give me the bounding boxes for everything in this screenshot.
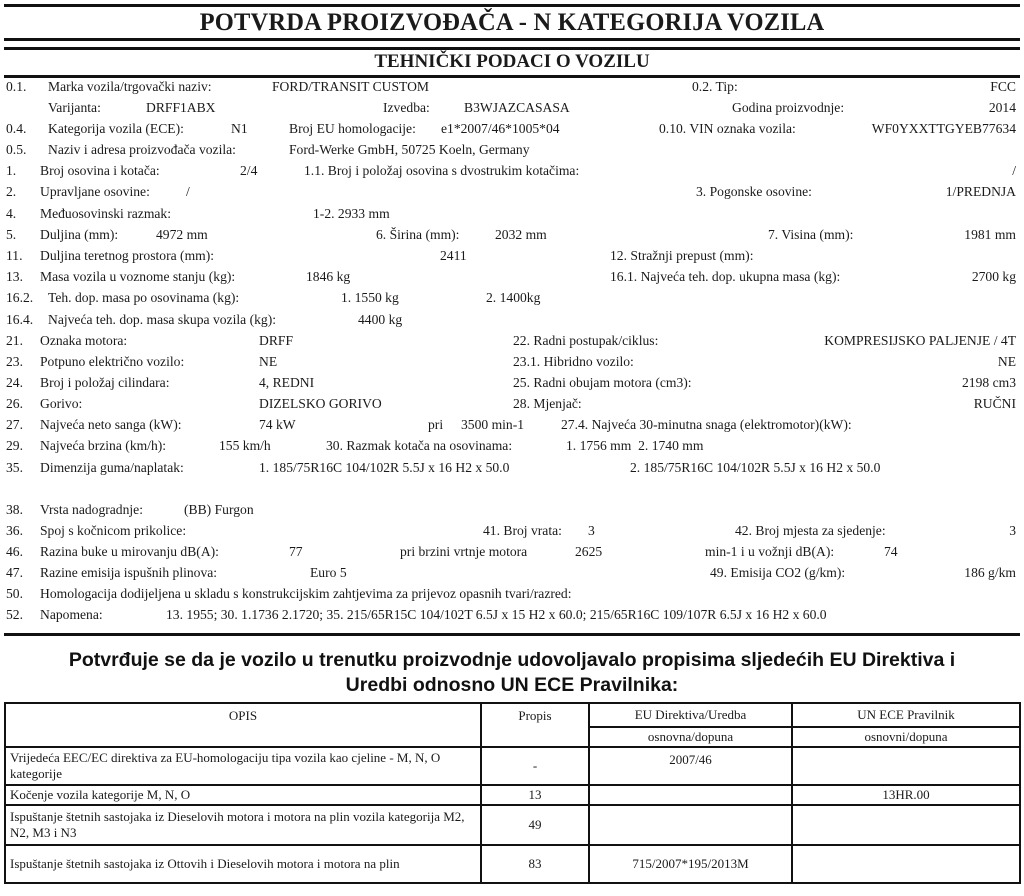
field-label: 42. Broj mjesta za sjedenje: bbox=[735, 523, 886, 538]
field-number: 21. bbox=[6, 333, 23, 348]
field-row bbox=[0, 607, 1024, 626]
field-label: 49. Emisija CO2 (g/km): bbox=[710, 565, 846, 580]
field-value: 155 km/h bbox=[219, 438, 271, 453]
field-value: FCC bbox=[990, 79, 1016, 94]
field-value: 2411 bbox=[440, 248, 467, 263]
field-number: 1. bbox=[6, 163, 17, 178]
column-header-eu: EU Direktiva/Uredba bbox=[589, 703, 792, 727]
cell-eu: 715/2007*195/2013M bbox=[589, 845, 792, 883]
field-value: KOMPRESIJSKO PALJENJE / 4T bbox=[824, 333, 1016, 348]
field-number: 29. bbox=[6, 438, 23, 453]
field-label: Broj osovina i kotača: bbox=[40, 163, 160, 178]
field-value: N1 bbox=[231, 121, 248, 136]
field-label: 23.1. Hibridno vozilo: bbox=[513, 354, 634, 369]
cell-opis: Kočenje vozila kategorije M, N, O bbox=[5, 785, 481, 805]
field-value: / bbox=[186, 184, 190, 199]
field-row bbox=[0, 206, 1024, 225]
field-value: DRFF1ABX bbox=[146, 100, 216, 115]
field-value: e1*2007/46*1005*04 bbox=[441, 121, 560, 136]
column-header-opis: OPIS bbox=[5, 703, 481, 747]
field-number: 0.4. bbox=[6, 121, 27, 136]
field-row bbox=[0, 184, 1024, 203]
field-number: 35. bbox=[6, 460, 23, 475]
field-label: 30. Razmak kotača na osovinama: bbox=[326, 438, 513, 453]
field-number: 26. bbox=[6, 396, 23, 411]
field-label: pri bbox=[428, 417, 444, 432]
field-value: 1846 kg bbox=[306, 269, 351, 284]
field-number: 2. bbox=[6, 184, 17, 199]
cell-eu bbox=[589, 805, 792, 845]
field-row bbox=[0, 121, 1024, 140]
field-row bbox=[0, 163, 1024, 182]
field-label: Najveća teh. dop. masa skupa vozila (kg): bbox=[48, 312, 276, 327]
field-value: 2/4 bbox=[240, 163, 258, 178]
field-label: Naziv i adresa proizvođača vozila: bbox=[48, 142, 236, 157]
cell-opis: Ispuštanje štetnih sastojaka iz Dieselovih motora i motora na plin vozila kategorija M2, N2, M3 i N3 bbox=[5, 805, 481, 845]
field-number: 16.4. bbox=[6, 312, 34, 327]
field-label: Varijanta: bbox=[48, 100, 101, 115]
field-number: 11. bbox=[6, 248, 23, 263]
confirmation-line: Potvrđuje se da je vozilo u trenutku proizvodnje udovoljavalo propisima sljedećih EU Direktiva i bbox=[68, 649, 956, 671]
cell-ece bbox=[792, 845, 1020, 883]
field-number: 24. bbox=[6, 375, 23, 390]
field-value: 3500 min-1 bbox=[461, 417, 525, 432]
field-row bbox=[0, 312, 1024, 331]
field-value: 3 bbox=[588, 523, 595, 538]
confirmation-line: Uredbi odnosno UN ECE Pravilnika: bbox=[345, 674, 679, 696]
field-number: 38. bbox=[6, 502, 23, 517]
field-label: 3. Pogonske osovine: bbox=[696, 184, 812, 199]
field-label: Upravljane osovine: bbox=[40, 184, 150, 199]
field-label: Izvedba: bbox=[383, 100, 430, 115]
field-value: 1. 1756 mm 2. 1740 mm bbox=[566, 438, 704, 453]
field-label: 0.2. Tip: bbox=[692, 79, 738, 94]
field-label: Najveća neto sanga (kW): bbox=[40, 417, 182, 432]
field-row bbox=[0, 396, 1024, 415]
field-label: Teh. dop. masa po osovinama (kg): bbox=[48, 290, 240, 305]
field-label: Razine emisija ispušnih plinova: bbox=[40, 565, 218, 580]
confirmation-heading bbox=[0, 648, 1024, 698]
field-label: Duljina teretnog prostora (mm): bbox=[40, 248, 215, 263]
rule-title-bottom bbox=[4, 38, 1020, 41]
field-value: 186 g/km bbox=[964, 565, 1016, 580]
document-title: POTVRDA PROIZVOĐAČA - N KATEGORIJA VOZILA bbox=[199, 9, 825, 36]
field-value: WF0YXXTTGYEB77634 bbox=[871, 121, 1016, 136]
field-number: 23. bbox=[6, 354, 23, 369]
table-header-row bbox=[5, 703, 1020, 727]
field-value: 2. 185/75R16C 104/102R 5.5J x 16 H2 x 50.0 bbox=[630, 460, 881, 475]
field-value: Euro 5 bbox=[310, 565, 347, 580]
field-label: Potpuno električno vozilo: bbox=[40, 354, 185, 369]
field-value: 13. 1955; 30. 1.1736 2.1720; 35. 215/65R15C 104/102T 6.5J x 15 H2 x 60.0; 215/65R16C 109/107R 6.5J x 16 H2 x 60.0 bbox=[166, 607, 827, 622]
cell-propis: 49 bbox=[481, 805, 589, 845]
field-value: 4972 mm bbox=[156, 227, 208, 242]
field-value: 2700 kg bbox=[971, 269, 1016, 284]
field-value: 4, REDNI bbox=[259, 375, 315, 390]
field-number: 47. bbox=[6, 565, 23, 580]
cell-eu: 2007/46 bbox=[589, 747, 792, 785]
field-label: Homologacija dodijeljena u skladu s konstrukcijskim zahtjevima za prijevoz opasnih tvari/razred: bbox=[40, 586, 572, 601]
field-row bbox=[0, 142, 1024, 161]
cell-opis: Vrijedeća EEC/EC direktiva za EU-homologaciju tipa vozila kao cjeline - M, N, O kategorije bbox=[5, 747, 481, 785]
cell-propis: 83 bbox=[481, 845, 589, 883]
rule-section-bottom bbox=[4, 633, 1020, 636]
field-label: pri brzini vrtnje motora bbox=[400, 544, 528, 559]
table-row bbox=[5, 805, 1020, 845]
field-label: 16.1. Najveća teh. dop. ukupna masa (kg): bbox=[610, 269, 841, 284]
field-row bbox=[0, 290, 1024, 309]
field-value: 1-2. 2933 mm bbox=[313, 206, 390, 221]
field-number: 13. bbox=[6, 269, 23, 284]
field-value: RUČNI bbox=[973, 396, 1016, 411]
field-label: Najveća brzina (km/h): bbox=[40, 438, 167, 453]
field-label: Broj i položaj cilindara: bbox=[40, 375, 170, 390]
field-value: 1981 mm bbox=[964, 227, 1016, 242]
field-label: min-1 i u vožnji dB(A): bbox=[705, 544, 835, 559]
column-header-propis: Propis bbox=[481, 703, 589, 747]
field-row bbox=[0, 333, 1024, 352]
field-value: (BB) Furgon bbox=[184, 502, 254, 517]
field-number: 0.1. bbox=[6, 79, 27, 94]
field-value: DRFF bbox=[259, 333, 294, 348]
field-row bbox=[0, 438, 1024, 457]
field-label: Napomena: bbox=[40, 607, 103, 622]
field-row bbox=[0, 100, 1024, 119]
field-value: 1/PREDNJA bbox=[945, 184, 1016, 199]
field-value: 1. 185/75R16C 104/102R 5.5J x 16 H2 x 50.0 bbox=[259, 460, 510, 475]
field-label: Razina buke u mirovanju dB(A): bbox=[40, 544, 219, 559]
column-header-ece: UN ECE Pravilnik bbox=[792, 703, 1020, 727]
field-row bbox=[0, 354, 1024, 373]
field-value: DIZELSKO GORIVO bbox=[259, 396, 382, 411]
field-label: 28. Mjenjač: bbox=[513, 396, 582, 411]
field-row bbox=[0, 523, 1024, 542]
field-value: 74 bbox=[884, 544, 898, 559]
cell-propis: - bbox=[481, 747, 589, 785]
field-value: 2625 bbox=[575, 544, 603, 559]
field-label: Duljina (mm): bbox=[40, 227, 119, 242]
field-label: 25. Radni obujam motora (cm3): bbox=[513, 375, 692, 390]
field-label: Spoj s kočnicom prikolice: bbox=[40, 523, 187, 538]
field-value: NE bbox=[997, 354, 1016, 369]
table-row bbox=[5, 845, 1020, 883]
field-number: 46. bbox=[6, 544, 23, 559]
table-row bbox=[5, 785, 1020, 805]
column-subheader-eu: osnovna/dopuna bbox=[589, 727, 792, 747]
field-value: Ford-Werke GmbH, 50725 Koeln, Germany bbox=[289, 142, 530, 157]
field-label: 7. Visina (mm): bbox=[768, 227, 854, 242]
field-value: 2. 1400kg bbox=[486, 290, 541, 305]
table-row bbox=[5, 747, 1020, 785]
rule-subtitle-top bbox=[4, 47, 1020, 50]
field-label: 6. Širina (mm): bbox=[376, 227, 460, 242]
cell-ece bbox=[792, 747, 1020, 785]
field-row bbox=[0, 586, 1024, 605]
field-number: 36. bbox=[6, 523, 23, 538]
field-number: 50. bbox=[6, 586, 23, 601]
field-row bbox=[0, 502, 1024, 521]
field-label: 27.4. Najveća 30-minutna snaga (elektromotor)(kW): bbox=[561, 417, 852, 432]
field-number: 16.2. bbox=[6, 290, 34, 305]
field-row bbox=[0, 375, 1024, 394]
field-label: Oznaka motora: bbox=[40, 333, 128, 348]
field-label: Broj EU homologacije: bbox=[289, 121, 416, 136]
column-subheader-ece: osnovni/dopuna bbox=[792, 727, 1020, 747]
field-row bbox=[0, 227, 1024, 246]
field-row bbox=[0, 460, 1024, 479]
rule-top bbox=[4, 4, 1020, 7]
field-label: 41. Broj vrata: bbox=[483, 523, 562, 538]
field-value: B3WJAZCASASA bbox=[464, 100, 570, 115]
regulations-table bbox=[4, 702, 1021, 884]
field-label: Vrsta nadogradnje: bbox=[40, 502, 143, 517]
cell-ece: 13HR.00 bbox=[792, 785, 1020, 805]
field-number: 27. bbox=[6, 417, 23, 432]
field-label: Međuosovinski razmak: bbox=[40, 206, 172, 221]
field-label: Godina proizvodnje: bbox=[732, 100, 845, 115]
field-number: 0.5. bbox=[6, 142, 27, 157]
field-label: Gorivo: bbox=[40, 396, 83, 411]
field-value: 77 bbox=[289, 544, 303, 559]
field-row bbox=[0, 417, 1024, 436]
field-value: 2198 cm3 bbox=[962, 375, 1016, 390]
field-value: 2014 bbox=[988, 100, 1016, 115]
field-value: FORD/TRANSIT CUSTOM bbox=[272, 79, 429, 94]
field-value: 4400 kg bbox=[358, 312, 403, 327]
cell-ece bbox=[792, 805, 1020, 845]
field-label: Kategorija vozila (ECE): bbox=[48, 121, 184, 136]
field-label: 1.1. Broj i položaj osovina s dvostrukim kotačima: bbox=[304, 163, 580, 178]
cell-propis: 13 bbox=[481, 785, 589, 805]
rule-subtitle-bottom bbox=[4, 75, 1020, 78]
field-value: 2032 mm bbox=[495, 227, 547, 242]
field-label: Dimenzija guma/naplatak: bbox=[40, 460, 184, 475]
field-number: 4. bbox=[6, 206, 17, 221]
cell-opis: Ispuštanje štetnih sastojaka iz Ottovih i Dieselovih motora i motora na plin bbox=[5, 845, 481, 883]
field-label: 0.10. VIN oznaka vozila: bbox=[659, 121, 796, 136]
field-value: 74 kW bbox=[259, 417, 296, 432]
field-number: 52. bbox=[6, 607, 23, 622]
field-label: 12. Stražnji prepust (mm): bbox=[610, 248, 754, 263]
field-label: Masa vozila u voznome stanju (kg): bbox=[40, 269, 236, 284]
section-title: TEHNIČKI PODACI O VOZILU bbox=[374, 51, 650, 72]
field-value: NE bbox=[259, 354, 278, 369]
field-row bbox=[0, 544, 1024, 563]
field-value: / bbox=[1012, 163, 1016, 178]
field-value: 1. 1550 kg bbox=[341, 290, 399, 305]
field-label: 22. Radni postupak/ciklus: bbox=[513, 333, 659, 348]
field-row bbox=[0, 79, 1024, 98]
field-number: 5. bbox=[6, 227, 17, 242]
field-row bbox=[0, 269, 1024, 288]
cell-eu bbox=[589, 785, 792, 805]
field-row bbox=[0, 565, 1024, 584]
field-value: 3 bbox=[1009, 523, 1016, 538]
field-label: Marka vozila/trgovački naziv: bbox=[48, 79, 212, 94]
field-row bbox=[0, 248, 1024, 267]
